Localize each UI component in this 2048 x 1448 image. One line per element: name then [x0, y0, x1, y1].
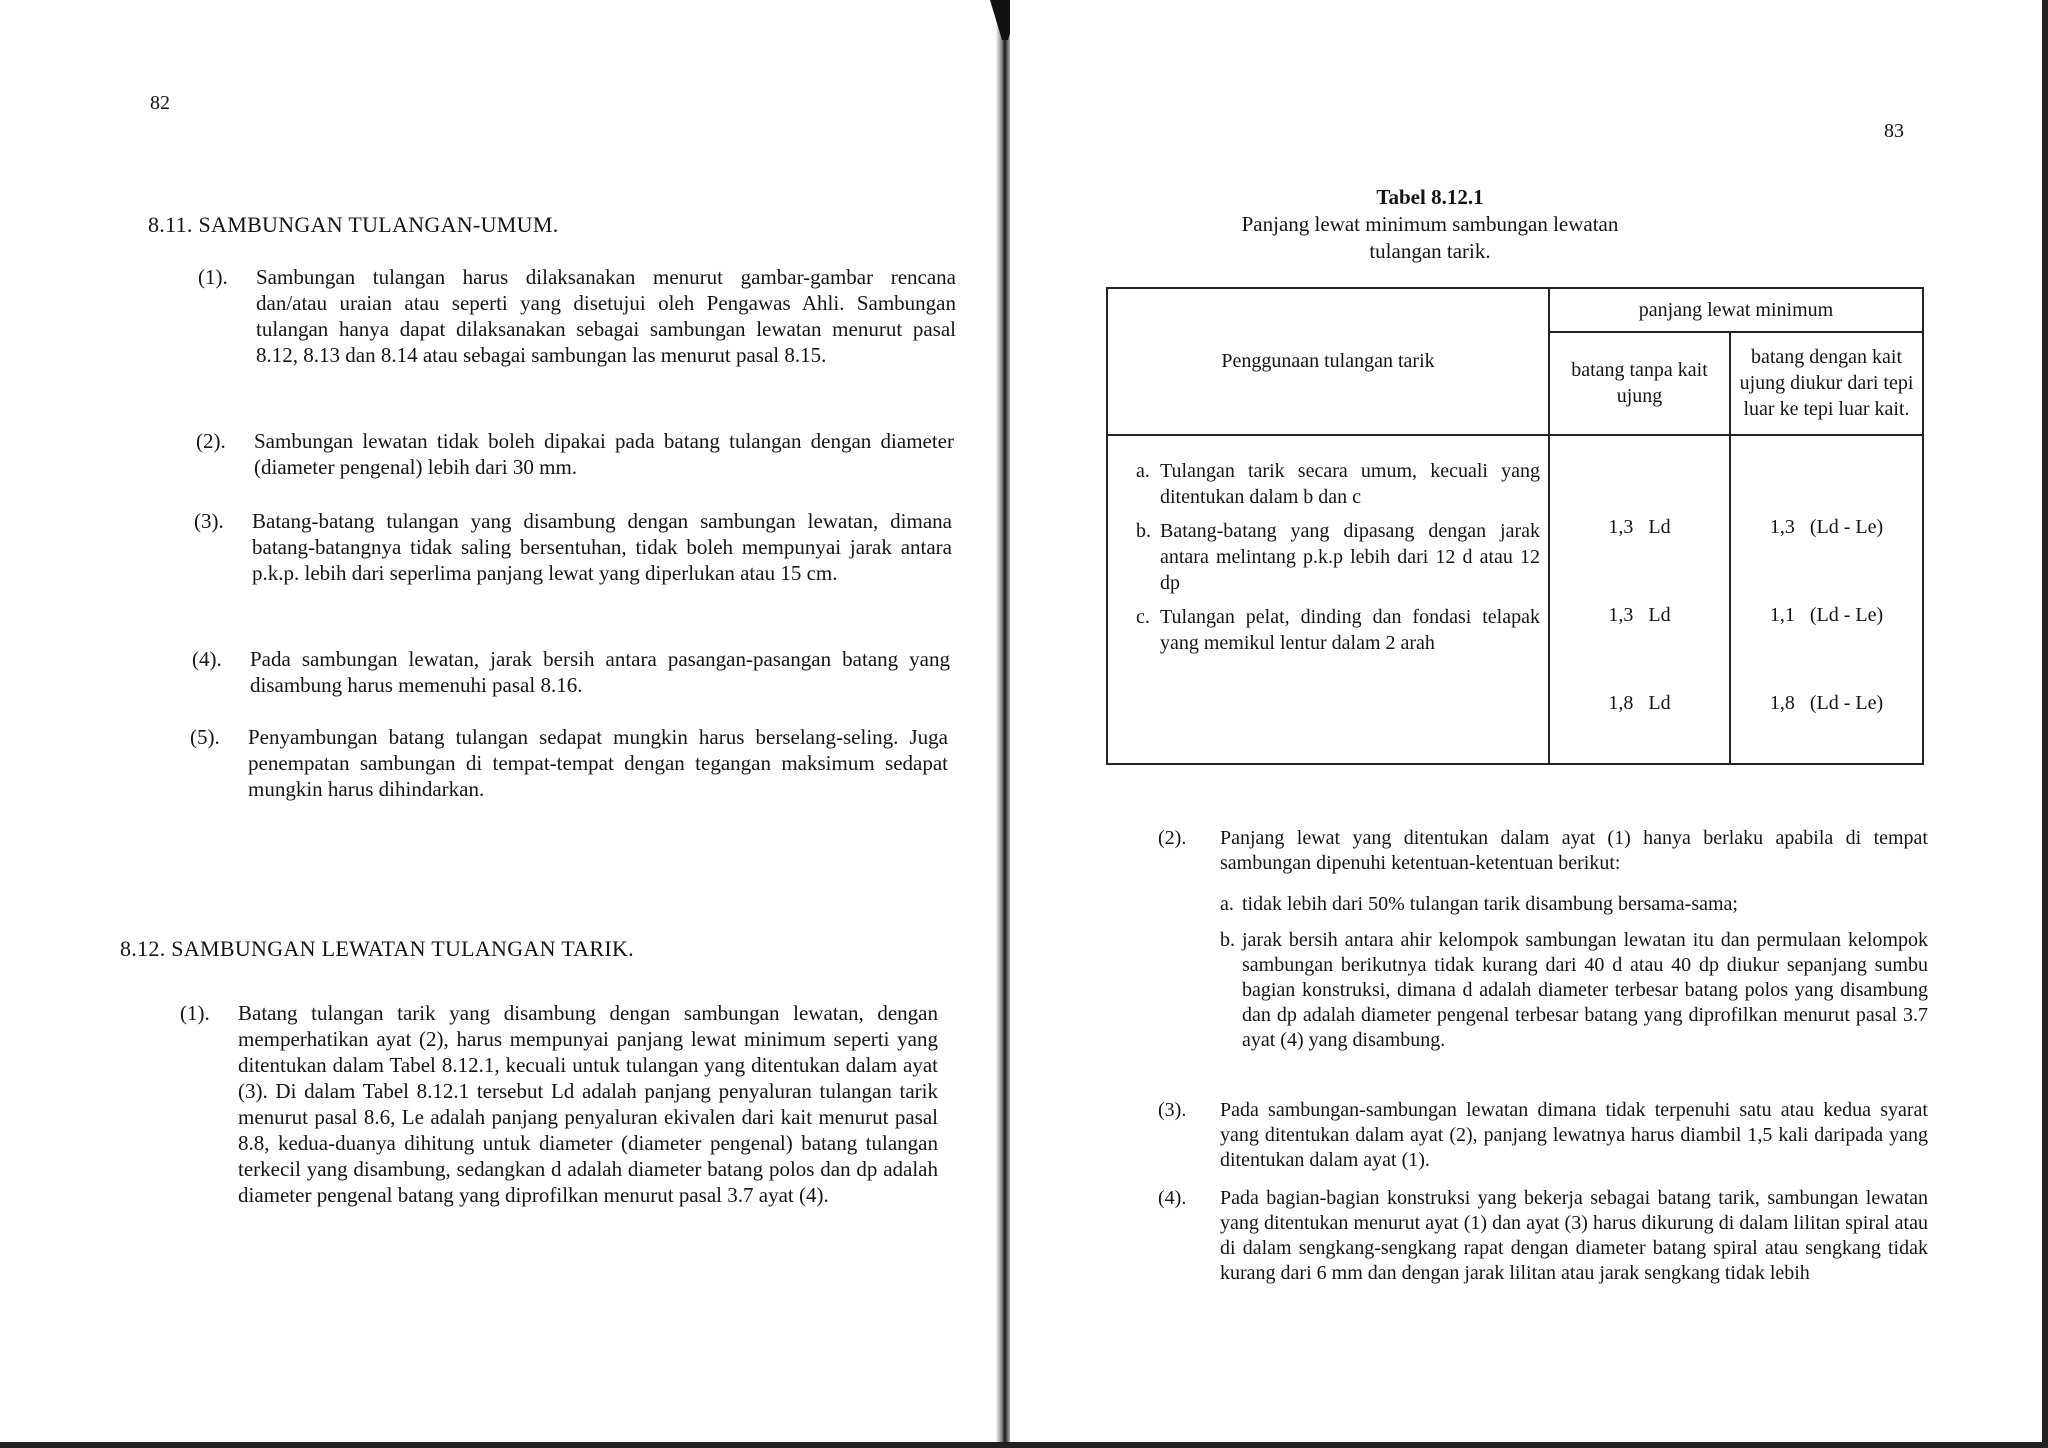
paragraph-number: (4).	[192, 647, 222, 671]
page-number-right: 83	[1884, 120, 1904, 142]
table-header-use: Penggunaan tulangan tarik	[1107, 288, 1549, 435]
paragraph-8-11-1	[198, 264, 956, 368]
paragraph-8-11-3	[194, 508, 952, 586]
value-row-a-without-hook: 1,3 Ld	[1608, 515, 1671, 538]
row-use-text: Tulangan tarik secara umum, kecuali yang ditentukan dalam b dan c	[1160, 459, 1540, 508]
table-header-without-hook: batang tanpa kait ujung	[1549, 332, 1730, 435]
table-row	[1136, 518, 1540, 596]
paragraph-8-12-4	[1158, 1186, 1928, 1286]
paragraph-number: (5).	[190, 725, 220, 749]
value-row-c-with-hook: 1,8 (Ld - Le)	[1769, 691, 1884, 714]
table-header-group: panjang lewat minimum	[1549, 288, 1923, 332]
paragraph-number: (2).	[1158, 827, 1187, 849]
paragraph-8-11-4	[192, 646, 950, 698]
paragraph-text: Panjang lewat yang ditentukan dalam ayat (1) hanya berlaku apabila di tempat sambungan dipenuhi ketentuan-ketentuan berikut:	[1220, 827, 1928, 874]
item-text: jarak bersih antara ahir kelompok sambungan lewatan itu dan permulaan kelompok sambungan berikutnya tidak kurang dari 40 d atau 40 dp diukur sepanjang sumbu bagian konstruksi, dimana d adalah diameter terbesar batang polos yang disambung dan dp adalah diameter pengenal terbesar batang yang diprofilkan menurut pasal 3.7 ayat (4) yang disambung.	[1242, 929, 1928, 1051]
paragraph-text: Pada bagian-bagian konstruksi yang bekerja sebagai batang tarik, sambungan lewatan yang ditentukan menurut ayat (1) dan ayat (3) harus dikurung di dalam lilitan spiral atau di dalam sengkang-sengkang rapat dengan diameter batang spiral atau sengkang tidak kurang dari 6 mm dan dengan jarak lilitan atau jarak sengkang tidak lebih	[1220, 1187, 1928, 1284]
table-title: Tabel 8.12.1	[1376, 185, 1484, 209]
section-heading-8-11: 8.11. SAMBUNGAN TULANGAN-UMUM.	[148, 212, 559, 237]
paragraph-8-11-2	[196, 428, 954, 480]
paragraph-number: (1).	[180, 1001, 210, 1025]
paragraph-text: Pada sambungan lewatan, jarak bersih antara pasangan-pasangan batang yang disambung harus memenuhi pasal 8.16.	[250, 647, 950, 697]
row-letter: c.	[1136, 605, 1150, 628]
row-letter: b.	[1136, 519, 1151, 542]
value-row-b-with-hook: 1,1 (Ld - Le)	[1769, 603, 1884, 626]
book-edge-right	[2042, 0, 2048, 1448]
book-edge-bottom	[0, 1442, 2048, 1448]
table-values-with-hook	[1730, 435, 1923, 764]
row-use-text: Tulangan pelat, dinding dan fondasi telapak yang memikul lentur dalam 2 arah	[1160, 605, 1540, 654]
paragraph-number: (2).	[196, 429, 226, 453]
item-text: tidak lebih dari 50% tulangan tarik disambung bersama-sama;	[1242, 893, 1738, 915]
paragraph-8-12-2-b	[1220, 928, 1928, 1053]
paragraph-text: Sambungan lewatan tidak boleh dipakai pada batang tulangan dengan diameter (diameter pengenal) lebih dari 30 mm.	[254, 429, 954, 479]
row-use-text: Batang-batang yang dipasang dengan jarak antara melintang p.k.p lebih dari 12 d atau 12 dp	[1160, 519, 1540, 594]
paragraph-8-12-2	[1158, 826, 1928, 876]
table-header-with-hook: batang dengan kait ujung diukur dari tepi luar ke tepi luar kait.	[1730, 332, 1923, 435]
paragraph-8-12-2-a	[1220, 892, 1928, 917]
paragraph-text: Sambungan tulangan harus dilaksanakan menurut gambar-gambar rencana dan/atau uraian atau seperti yang disetujui oleh Pengawas Ahli. Sambungan tulangan hanya dapat dilaksanakan sebagai sambungan lewatan menurut pasal 8.12, 8.13 dan 8.14 atau sebagai sambungan las menurut pasal 8.15.	[256, 265, 956, 367]
paragraph-text: Pada sambungan-sambungan lewatan dimana tidak terpenuhi satu atau kedua syarat yang ditentukan dalam ayat (2), panjang lewatnya harus diambil 1,5 kali daripada yang ditentukan dalam ayat (1).	[1220, 1099, 1928, 1171]
section-heading-8-12: 8.12. SAMBUNGAN LEWATAN TULANGAN TARIK.	[120, 936, 634, 961]
value-row-b-without-hook: 1,3 Ld	[1608, 603, 1671, 626]
paragraph-8-12-1	[180, 1000, 938, 1208]
table-caption-line-2: tulangan tarik.	[1369, 239, 1491, 263]
table-row	[1136, 604, 1540, 656]
table-caption-line-1: Panjang lewat minimum sambungan lewatan	[1241, 212, 1619, 236]
table-values-without-hook	[1549, 435, 1730, 764]
row-letter: a.	[1136, 459, 1150, 482]
paragraph-number: (3).	[1158, 1099, 1187, 1121]
paragraph-number: (4).	[1158, 1187, 1187, 1209]
paragraph-number: (1).	[198, 265, 228, 289]
paragraph-text: Penyambungan batang tulangan sedapat mungkin harus berselang-seling. Juga penempatan sambungan di tempat-tempat dengan tegangan maksimum sedapat mungkin harus dihindarkan.	[248, 725, 948, 801]
table-row	[1136, 458, 1540, 510]
lap-length-table	[1106, 287, 1924, 765]
value-row-a-with-hook: 1,3 (Ld - Le)	[1769, 515, 1884, 538]
paragraph-number: (3).	[194, 509, 224, 533]
paragraph-8-11-5	[190, 724, 948, 802]
paragraph-text: Batang-batang tulangan yang disambung dengan sambungan lewatan, dimana batang-batangnya tidak saling bersentuhan, tidak boleh mempunyai jarak antara p.k.p. lebih dari seperlima panjang lewat yang diperlukan atau 15 cm.	[252, 509, 952, 585]
paragraph-8-12-3	[1158, 1098, 1928, 1173]
table-body-use-cell	[1107, 435, 1549, 764]
value-row-c-without-hook: 1,8 Ld	[1608, 691, 1671, 714]
table-title-block	[1210, 184, 1650, 265]
item-letter: a.	[1220, 893, 1234, 915]
right-page	[1010, 0, 2048, 1448]
page-number-left: 82	[150, 92, 170, 114]
left-page	[0, 0, 1000, 1448]
paragraph-text: Batang tulangan tarik yang disambung dengan sambungan lewatan, dengan memperhatikan ayat (2), harus mempunyai panjang lewat minimum seperti yang ditentukan dalam Tabel 8.12.1, kecuali untuk tulangan yang ditentukan dalam ayat (3). Di dalam Tabel 8.12.1 tersebut Ld adalah panjang penyaluran tulangan tarik menurut pasal 8.6, Le adalah panjang penyaluran ekivalen dari kait menurut pasal 8.8, kedua-duanya dihitung untuk diameter (diameter pengenal) batang tulangan terkecil yang disambung, sedangkan d adalah diameter batang polos dan dp adalah diameter pengenal batang yang diprofilkan menurut pasal 3.7 ayat (4).	[238, 1001, 938, 1207]
item-letter: b.	[1220, 929, 1235, 951]
